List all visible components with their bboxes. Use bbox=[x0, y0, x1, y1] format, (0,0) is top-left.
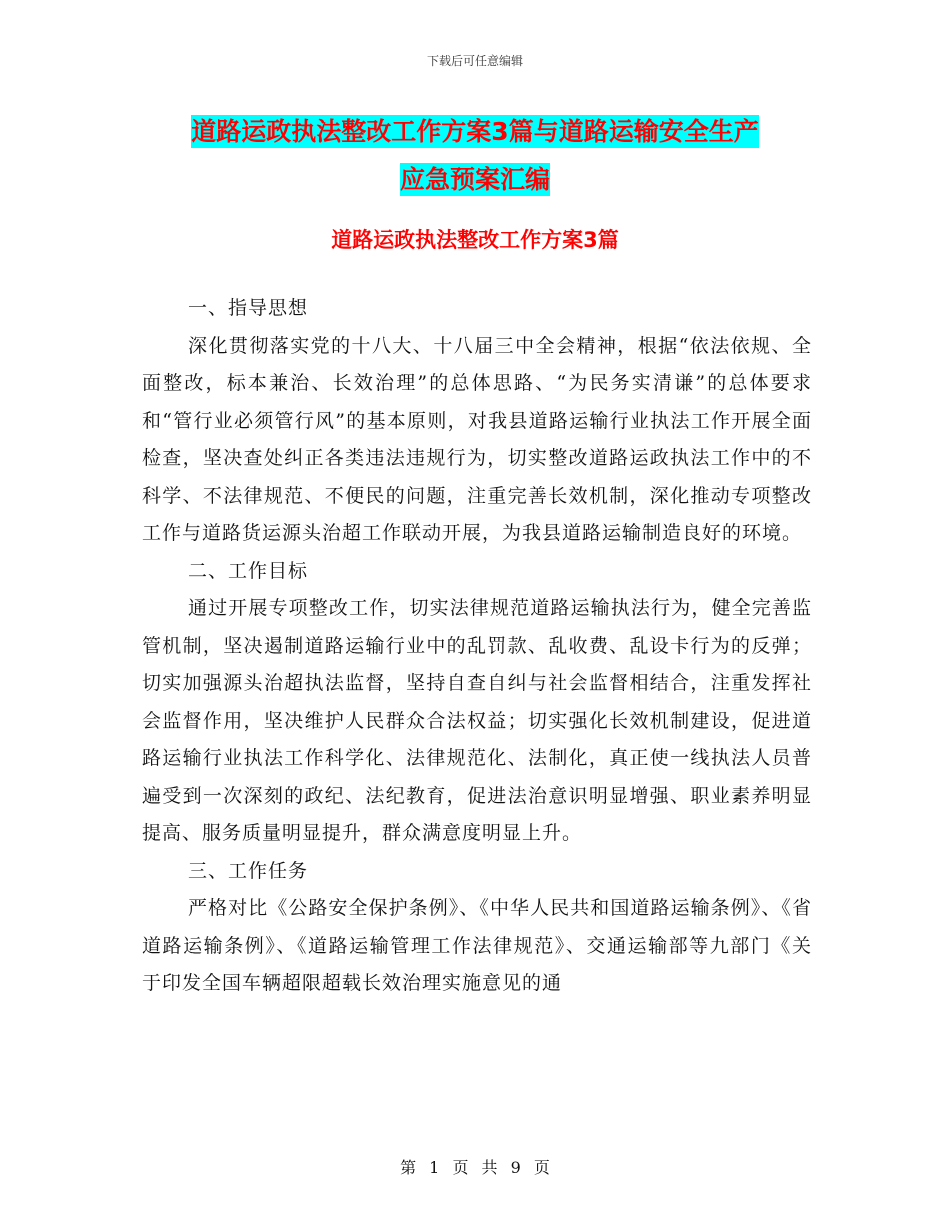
paragraph-work-tasks: 严格对比《公路安全保护条例》、《中华人民共和国道路运输条例》、《省道路运输条例》、《道路运输管理工作法律规范》、交通运输部等九部门《关于印发全国车辆超限超载长效治理实施意见的通 bbox=[142, 897, 812, 994]
document-title-line2: 应急预案汇编 bbox=[399, 165, 550, 194]
section-title: 道路运政执法整改工作方案3篇 bbox=[331, 228, 619, 252]
heading-work-tasks: 三、工作任务 bbox=[188, 859, 309, 882]
header-note: 下载后可任意编辑 bbox=[426, 54, 523, 68]
paragraph-work-goals: 通过开展专项整改工作，切实法律规范道路运输执法行为，健全完善监管机制，坚决遏制道路运输行业中的乱罚款、乱收费、乱设卡行为的反弹；切实加强源头治超执法监督，坚持自查自纠与社会监督相结合，注重发挥社会监督作用，坚决维护人民群众合法权益；切实强化长效机制建设，促进道路运输行业执法工作科学化、法律规范化、法制化，真正使一线执法人员普遍受到一次深刻的政纪、法纪教育，促进法治意识明显增强、职业素养明显提高、服务质量明显提升，群众满意度明显上升。 bbox=[142, 597, 812, 844]
paragraph-guiding-thought: 深化贯彻落实党的十八大、十八届三中全会精神，根据“依法依规、全面整改，标本兼治、长效治理”的总体思路、“为民务实清谦”的总体要求和“管行业必须管行风”的基本原则，对我县道路运输行业执法工作开展全面检查，坚决查处纠正各类违法违规行为，切实整改道路运政执法工作中的不科学、不法律规范、不便民的问题，注重完善长效机制，深化推动专项整改工作与道路货运源头治超工作联动开展，为我县道路运输制造良好的环境。 bbox=[142, 334, 812, 544]
document-body bbox=[142, 290, 812, 1003]
page-number: 第 1 页 共 9 页 bbox=[400, 1158, 550, 1177]
heading-guiding-thought: 一、指导思想 bbox=[188, 297, 309, 319]
document-title-line1: 道路运政执法整改工作方案3篇与道路运输安全生产 bbox=[191, 117, 759, 146]
document-title bbox=[0, 108, 950, 204]
heading-work-goals: 二、工作目标 bbox=[188, 559, 309, 582]
